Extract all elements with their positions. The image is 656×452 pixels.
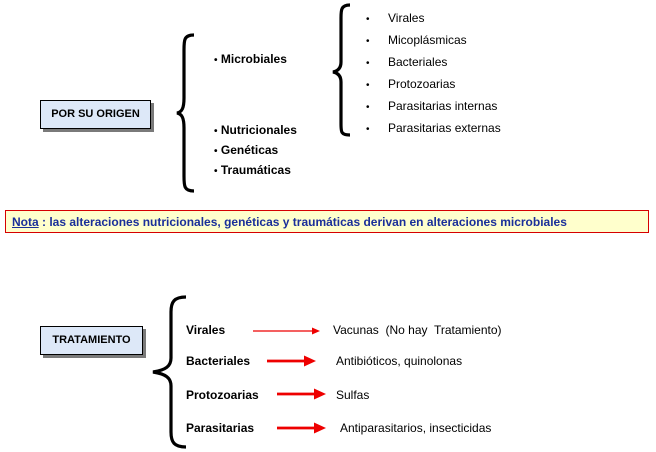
treatment-name-virales: Virales (186, 323, 226, 337)
nota-label: Nota (12, 215, 39, 229)
category-traumaticas (214, 163, 291, 177)
list-item (366, 121, 501, 135)
category-label: Genéticas (220, 143, 279, 157)
treatment-name-parasitarias: Parasitarias (186, 421, 255, 435)
category-microbiales (214, 52, 287, 66)
microbial-brace (332, 4, 352, 136)
list-bullet: • (366, 36, 370, 47)
treatment-label-box (40, 326, 143, 355)
list-bullet: • (366, 14, 370, 25)
treatment-label: TRATAMIENTO (52, 334, 131, 346)
category-nutricionales (214, 123, 297, 137)
category-bullet: • (214, 126, 218, 137)
list-item-label: Bacteriales (388, 55, 448, 69)
origin-label: POR SU ORIGEN (51, 108, 140, 120)
arrow-protozoarias (276, 387, 328, 401)
treatment-name-bacteriales: Bacteriales (186, 354, 251, 368)
list-item-label: Virales (388, 11, 425, 25)
treatment-brace (152, 296, 188, 448)
list-bullet: • (366, 102, 370, 113)
origin-brace (176, 34, 196, 192)
list-item (366, 99, 498, 113)
treatment-desc-virales: Vacunas (No hay Tratamiento) (333, 323, 502, 337)
list-item-label: Protozoarias (388, 77, 456, 91)
nota-box (5, 210, 649, 233)
category-bullet: • (214, 55, 218, 66)
list-item-label: Micoplásmicas (388, 33, 467, 47)
arrow-parasitarias (276, 421, 328, 435)
treatment-desc-parasitarias: Antiparasitarios, insecticidas (340, 421, 492, 435)
category-geneticas (214, 143, 278, 157)
list-item-label: Parasitarias internas (388, 99, 498, 113)
list-item (366, 11, 425, 25)
list-item (366, 77, 456, 91)
list-item (366, 33, 467, 47)
list-bullet: • (366, 124, 370, 135)
list-item (366, 55, 448, 69)
category-bullet: • (214, 166, 218, 177)
treatment-desc-protozoarias: Sulfas (336, 388, 370, 402)
nota-text: : las alteraciones nutricionales, genéticas y traumáticas derivan en alteraciones microbiales (38, 215, 567, 229)
treatment-desc-bacteriales: Antibióticos, quinolonas (336, 354, 463, 368)
origin-label-box (40, 100, 151, 129)
category-bullet: • (214, 146, 218, 157)
list-bullet: • (366, 80, 370, 91)
category-label: Traumáticas (220, 163, 291, 177)
category-label: Nutricionales (220, 123, 297, 137)
arrow-virales (252, 325, 322, 337)
treatment-name-protozoarias: Protozoarias (186, 388, 259, 402)
list-bullet: • (366, 58, 370, 69)
category-label: Microbiales (220, 52, 287, 66)
list-item-label: Parasitarias externas (388, 121, 501, 135)
arrow-bacteriales (266, 354, 318, 368)
